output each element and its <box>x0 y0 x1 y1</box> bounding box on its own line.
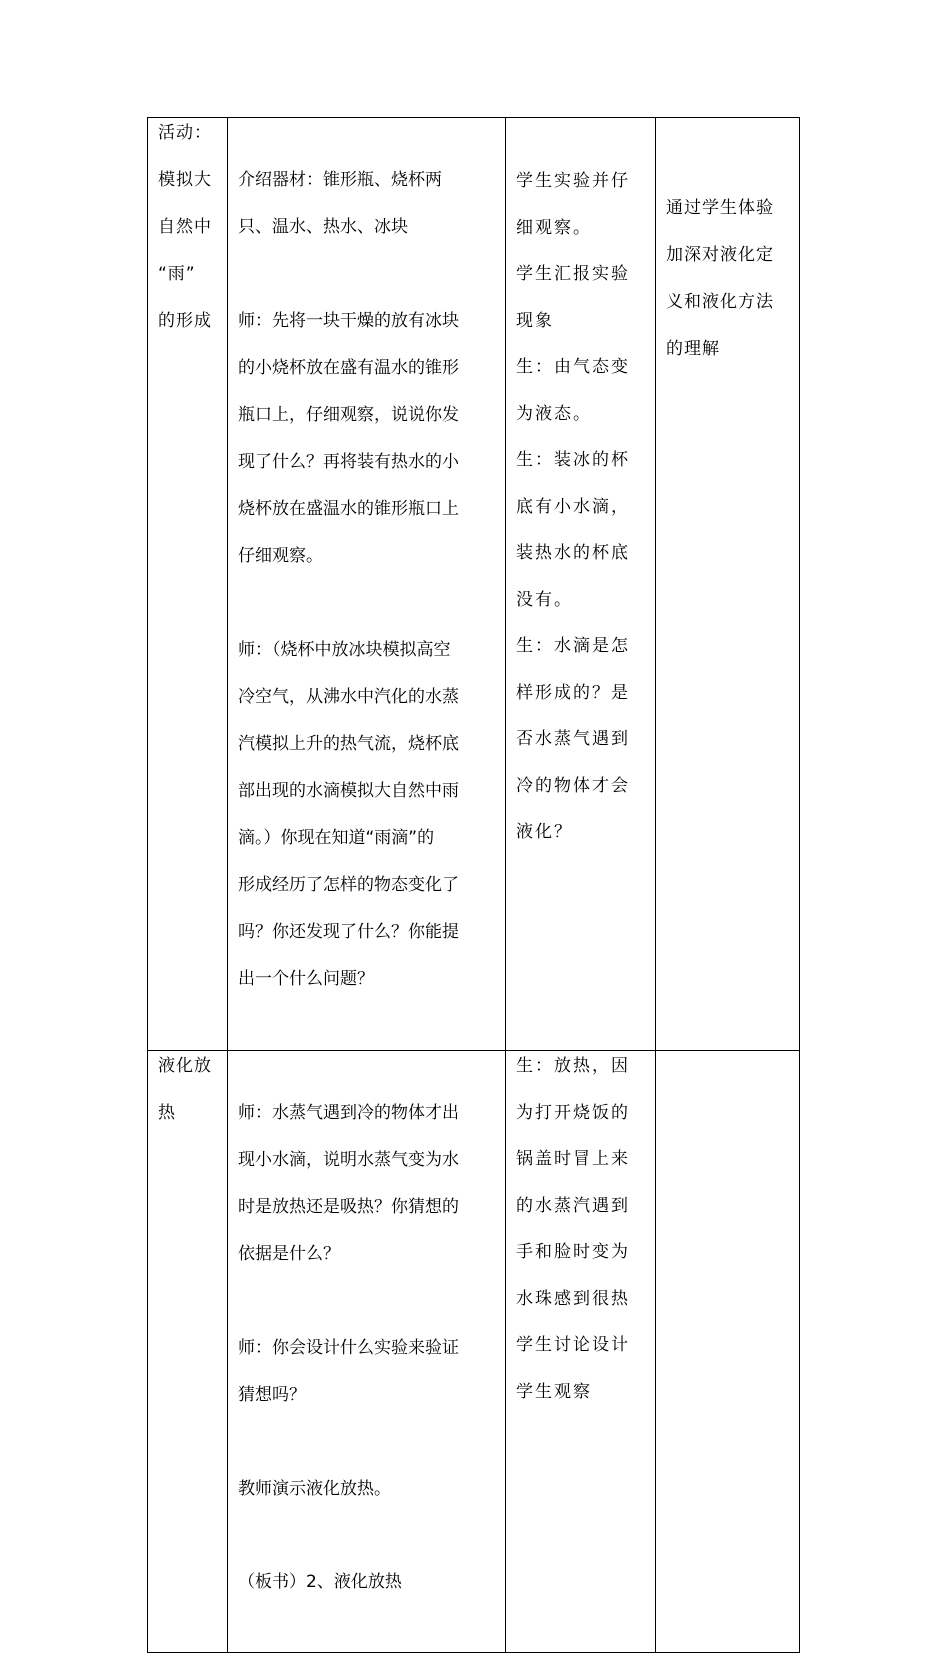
topic-cell <box>148 118 228 1051</box>
design-intent-cell <box>656 1051 800 1653</box>
lesson-plan-table <box>147 117 800 1653</box>
teacher-paragraph: 师：你会设计什么实验来验证 猜想吗？ <box>238 1338 459 1405</box>
teacher-paragraph: （板书）2、液化放热 <box>238 1572 402 1592</box>
topic-text: 液化放 热 <box>158 1056 212 1123</box>
teacher-paragraph: 师：（烧杯中放冰块模拟高空 冷空气，从沸水中汽化的水蒸 汽模拟上升的热气流，烧杯底 部出现的水滴模拟大自然中雨 滴。）你现在知道“雨滴”的 形成经历了怎样的物态变化了 吗？你还发现了什么？你能提 出一个什么问题？ <box>238 640 459 989</box>
teacher-activity-cell <box>228 118 506 1051</box>
design-intent-cell <box>656 118 800 1051</box>
intent-text: 通过学生体验 加深对液化定 义和液化方法 的理解 <box>666 198 774 359</box>
student-text: 学生实验并仔 细观察。 学生汇报实验 现象 生：由气态变 为液态。 生：装冰的杯 底有小水滴， 装热水的杯底 没有。 生：水滴是怎 样形成的？是 否水蒸气遇到 冷的物体才会 液化？ <box>516 171 630 842</box>
teacher-paragraph: 教师演示液化放热。 <box>238 1479 391 1499</box>
teacher-paragraph: 师：水蒸气遇到冷的物体才出 现小水滴，说明水蒸气变为水 时是放热还是吸热？你猜想的 依据是什么？ <box>238 1103 459 1264</box>
topic-text: 活动： 模拟大 自然中 “雨” 的形成 <box>158 123 212 331</box>
topic-cell <box>148 1051 228 1653</box>
teacher-activity-cell <box>228 1051 506 1653</box>
student-activity-cell <box>506 1051 656 1653</box>
table-row <box>148 1051 800 1653</box>
student-text: 生：放热，因 为打开烧饭的 锅盖时冒上来 的水蒸汽遇到 手和脸时变为 水珠感到很热 学生讨论设计 学生观察 <box>516 1056 630 1402</box>
student-activity-cell <box>506 118 656 1051</box>
teacher-paragraph: 介绍器材：锥形瓶、烧杯两 只、温水、热水、冰块 <box>238 170 442 237</box>
table-row <box>148 118 800 1051</box>
teacher-paragraph: 师：先将一块干燥的放有冰块 的小烧杯放在盛有温水的锥形 瓶口上，仔细观察，说说你发 现了什么？再将装有热水的小 烧杯放在盛温水的锥形瓶口上 仔细观察。 <box>238 311 459 566</box>
